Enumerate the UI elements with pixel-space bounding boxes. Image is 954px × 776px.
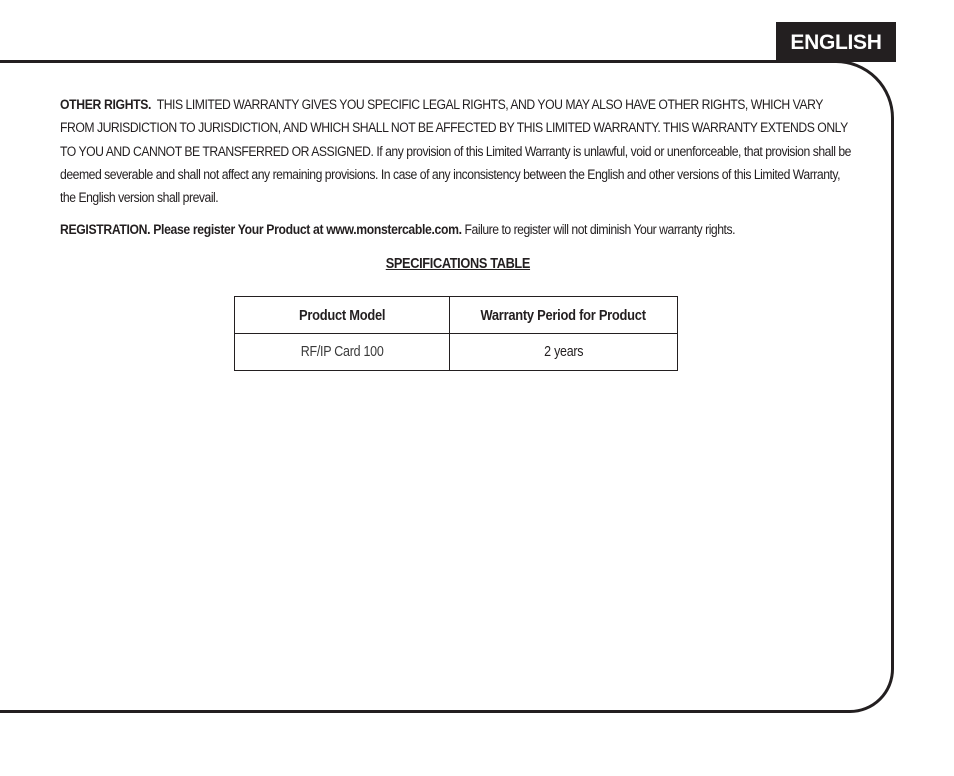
column-header-label: Product Model xyxy=(298,306,386,324)
column-header-product-model xyxy=(235,297,450,334)
registration-text: Failure to register will not diminish Your warranty rights. xyxy=(464,222,736,239)
other-rights-text: THIS LIMITED WARRANTY GIVES YOU SPECIFIC LEGAL RIGHTS, AND YOU MAY ALSO HAVE OTHER RIGHTS, WHICH VARY FROM JURISDICTION TO JURISDICTION, AND WHICH SHALL NOT BE AFFECTED BY THIS LIMITED WARRANTY. THIS WARRANTY EXTENDS ONLY TO YOU AND CANNOT BE TRANSFERRED OR ASSIGNED. If any provision of this Limited Warranty is unlawful, void or unenforceable, that provision shall be deemed severable and shall not affect any remaining provisions. In case of any inconsistency between the English and other versions of this Limited Warranty, the English version shall prevail. xyxy=(60,97,851,207)
language-tab-label: ENGLISH xyxy=(790,31,882,54)
column-header-warranty-period xyxy=(450,297,678,334)
table-row xyxy=(235,334,678,371)
specifications-table xyxy=(234,296,678,371)
language-tab xyxy=(776,22,896,62)
other-rights-heading: OTHER RIGHTS. xyxy=(60,97,152,113)
specifications-title xyxy=(60,255,855,273)
cell-value: 2 years xyxy=(543,344,584,360)
table-header-row xyxy=(235,297,678,334)
document-body xyxy=(60,94,855,360)
registration-paragraph xyxy=(60,219,856,242)
column-header-label: Warranty Period for Product xyxy=(480,306,647,324)
other-rights-paragraph xyxy=(60,94,856,210)
cell-value: RF/IP Card 100 xyxy=(300,344,384,360)
registration-heading: REGISTRATION. Please register Your Product at www.monstercable.com. xyxy=(60,222,462,239)
specifications-title-text: SPECIFICATIONS TABLE xyxy=(385,255,530,272)
table-cell-product-model xyxy=(235,334,450,371)
table-cell-warranty-period xyxy=(450,334,678,371)
